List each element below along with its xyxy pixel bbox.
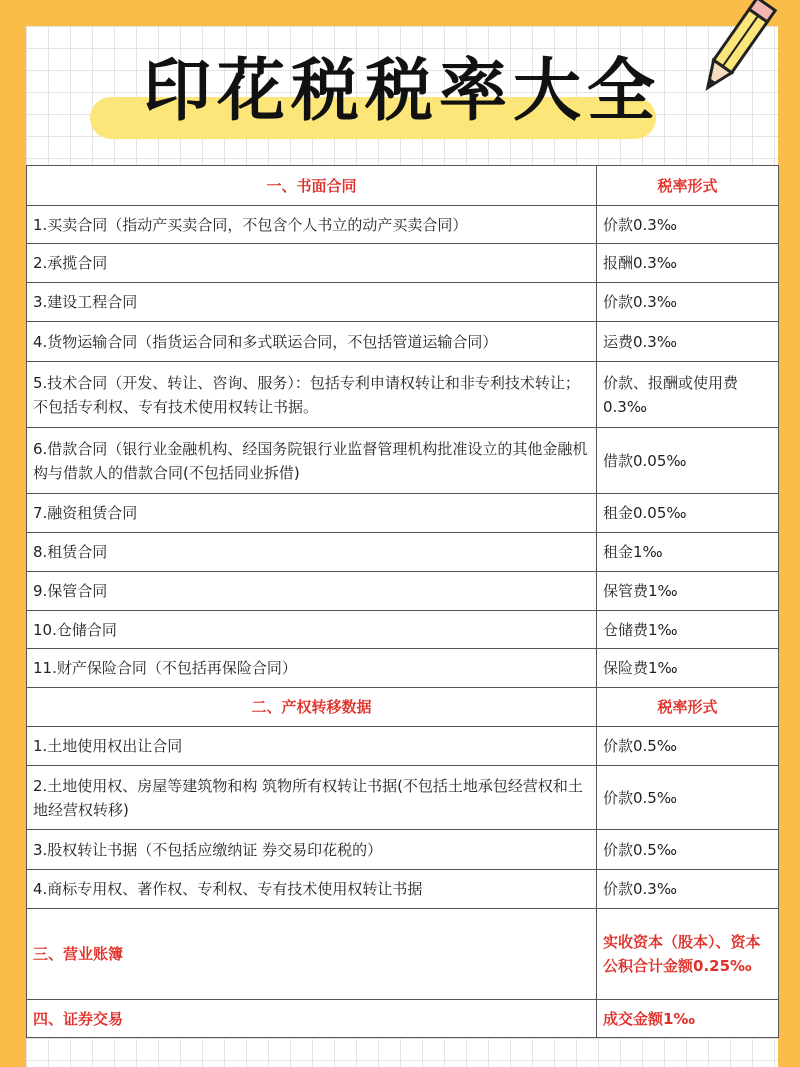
table-row (27, 283, 779, 322)
table-row (27, 870, 779, 909)
item-cell: 11.财产保险合同（不包括再保险合同） (27, 649, 597, 688)
rate-cell: 价款0.3‰ (597, 870, 779, 909)
item-cell: 2.土地使用权、房屋等建筑物和构 筑物所有权转让书据(不包括土地承包经营权和土地经营权转移) (27, 766, 597, 830)
rate-cell: 价款0.3‰ (597, 283, 779, 322)
rate-cell: 价款0.5‰ (597, 766, 779, 830)
rate-cell: 成交金额1‰ (597, 1000, 779, 1038)
rate-cell: 价款0.5‰ (597, 727, 779, 766)
item-cell: 三、营业账簿 (27, 909, 597, 1000)
item-cell: 3.股权转让书据（不包括应缴纳证 券交易印花税的） (27, 830, 597, 870)
item-cell: 4.货物运输合同（指货运合同和多式联运合同，不包括管道运输合同） (27, 322, 597, 362)
table-row (27, 362, 779, 428)
table-row (27, 572, 779, 611)
section-header: 一、书面合同 (27, 166, 597, 206)
item-cell: 1.土地使用权出让合同 (27, 727, 597, 766)
item-cell: 3.建设工程合同 (27, 283, 597, 322)
table-row (27, 206, 779, 244)
title-area (26, 26, 778, 162)
table-row (27, 766, 779, 830)
rate-cell: 运费0.3‰ (597, 322, 779, 362)
table-row (27, 244, 779, 283)
rate-header: 税率形式 (597, 688, 779, 727)
table-row (27, 494, 779, 533)
rate-cell: 报酬0.3‰ (597, 244, 779, 283)
rate-cell: 价款、报酬或使用费0.3‰ (597, 362, 779, 428)
rate-cell: 借款0.05‰ (597, 428, 779, 494)
pencil-icon (690, 0, 780, 102)
tax-rate-table (26, 165, 779, 1038)
rate-cell: 租金1‰ (597, 533, 779, 572)
table-row (27, 1000, 779, 1038)
section-header-row (27, 688, 779, 727)
table-row (27, 830, 779, 870)
rate-cell: 价款0.3‰ (597, 206, 779, 244)
item-cell: 9.保管合同 (27, 572, 597, 611)
page-title: 印花税税率大全 (142, 52, 661, 131)
table-row (27, 649, 779, 688)
rate-header: 税率形式 (597, 166, 779, 206)
item-cell: 4.商标专用权、著作权、专利权、专有技术使用权转让书据 (27, 870, 597, 909)
item-cell: 2.承揽合同 (27, 244, 597, 283)
table-row (27, 611, 779, 649)
item-cell: 四、证券交易 (27, 1000, 597, 1038)
rate-cell: 租金0.05‰ (597, 494, 779, 533)
rate-cell: 仓储费1‰ (597, 611, 779, 649)
table-row (27, 909, 779, 1000)
section-header: 二、产权转移数据 (27, 688, 597, 727)
table-row (27, 533, 779, 572)
table-row (27, 727, 779, 766)
item-cell: 10.仓储合同 (27, 611, 597, 649)
item-cell: 8.租赁合同 (27, 533, 597, 572)
item-cell: 1.买卖合同（指动产买卖合同，不包含个人书立的动产买卖合同） (27, 206, 597, 244)
section-header-row (27, 166, 779, 206)
item-cell: 5.技术合同（开发、转让、咨询、服务）：包括专利申请权转让和非专利技术转让；不包括专利权、专有技术使用权转让书据。 (27, 362, 597, 428)
rate-cell: 保险费1‰ (597, 649, 779, 688)
rate-cell: 价款0.5‰ (597, 830, 779, 870)
rate-cell: 保管费1‰ (597, 572, 779, 611)
item-cell: 6.借款合同（银行业金融机构、经国务院银行业监督管理机构批准设立的其他金融机构与借款人的借款合同(不包括同业拆借) (27, 428, 597, 494)
table-row (27, 428, 779, 494)
rate-cell: 实收资本（股本）、资本公积合计金额0.25‰ (597, 909, 779, 1000)
item-cell: 7.融资租赁合同 (27, 494, 597, 533)
table-row (27, 322, 779, 362)
